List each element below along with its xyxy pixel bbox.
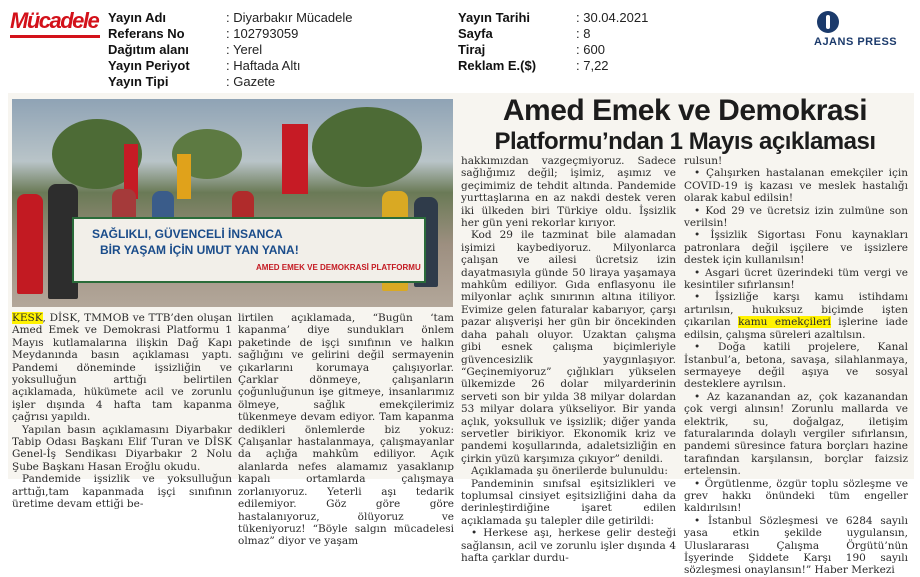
clipping-header [0, 0, 920, 92]
paragraph: hakkımızdan vazgeçmiyoruz. Sadece sağlığımız değil; işimiz, aşımız ve geçimimiz de tehdit altında. Pandemide yurttaşlarına en az nakdi destek veren iki ülkeden biri Türkiye oldu. İşsizlik her gün yeni rekorlar kırıyor. [461, 155, 676, 230]
meta-value: : Haftada Altı [226, 58, 301, 73]
article-clipping [8, 93, 914, 577]
person [152, 191, 174, 219]
meta-value: : 102793059 [226, 26, 299, 41]
banner-line-1: SAĞLIKLI, GÜVENCELİ İNSANCA [92, 227, 283, 241]
article-column-4 [684, 155, 908, 577]
article-photo [12, 99, 453, 307]
meta-label: Yayın Periyot [108, 58, 190, 73]
paragraph: Açıklamada şu önerilerde bulunuldu: [471, 465, 668, 478]
person [112, 189, 136, 219]
banner-line-2: BİR YAŞAM İÇİN UMUT YAN YANA! [100, 243, 299, 257]
meta-value: : 8 [576, 26, 591, 41]
tree-shape [312, 107, 422, 187]
paragraph: KESK, DİSK, TMMOB ve TTB’den oluşan Amed Emek ve Demokrasi Platformu 1 Mayıs kutlamalarına ilişkin Dağ Kapı Meydanında basın açıklaması yaptı. Pandemi döneminde işsizliğin ve yoksulluğun arttığı belirtilen açıklamada, hükümete acil ve zorunlu işler dışında 4 hafta tam kapanma çağrısı yapıldı. [12, 312, 232, 424]
agency-name: AJANS PRESS [814, 36, 898, 48]
meta-value: : Gazete [226, 74, 276, 89]
paragraph: Yapılan basın açıklamasını Diyarbakır Tabip Odası Başkanı Elif Turan ve DİSK Genel-İş Sendikası Diyarbakır 2 Nolu Şube Başkanı Hasan Eroğlu okudu. [12, 423, 232, 473]
meta-value: : 7,22 [576, 58, 609, 73]
paragraph: • Çalışırken hastalanan emekçiler için COVID-19 iş kazası ve meslek hastalığı olarak kabul edilsin! [684, 167, 908, 205]
paragraph: • Az kazanandan az, çok kazanandan çok vergi alınsın! Zorunlu mallarda ve elektrik, su, doğalgaz, iletişim faturalarında dolaylı vergiler sıfırlansın, pandemi süresince fatura borçları hazine tarafından karşılansın, borçlar faizsiz ertelensin. [684, 390, 908, 478]
meta-label: Yayın Adı [108, 10, 167, 25]
paragraph: Pandeminin sınıfsal eşitsizlikleri ve toplumsal cinsiyet eşitsizliğini daha da derinleştirdiğine işaret edilen açıklamada şu talepler dile getirildi: [461, 477, 676, 527]
paragraph: • İşsizlik Sigortası Fonu kaynakları patronlara değil işçilere ve işsizlere destek için kullanılsın! [684, 229, 908, 267]
article-headline [460, 95, 910, 157]
banner-line-3: AMED EMEK VE DEMOKRASİ PLATFORMU [256, 263, 421, 272]
meta-label: Yayın Tipi [108, 74, 169, 89]
meta-value: : 30.04.2021 [576, 10, 649, 25]
logo-strip [10, 35, 100, 38]
paragraph: • Örgütlenme, özgür toplu sözleşme ve grev hakkı önündeki tüm engeller kaldırılsın! [684, 477, 908, 515]
publication-logo [10, 8, 100, 38]
meta-label: Referans No [108, 26, 185, 41]
logo-text: Mücadele [10, 8, 99, 33]
agency-logo [812, 10, 912, 50]
headline-line-2: Platformu’ndan 1 Mayıs açıklaması [494, 128, 876, 155]
flag [282, 124, 308, 194]
paragraph: • Herkese aşı, herkese gelir desteği sağlansın, acil ve zorunlu işler dışında 4 hafta çarklar durdu- [461, 527, 676, 564]
paragraph: • Asgari ücret üzerindeki tüm vergi ve kesintiler sıfırlansın! [684, 266, 908, 292]
person [17, 194, 43, 294]
paragraph: • İstanbul Sözleşmesi ve 6284 sayılı yasa etkin şekilde uygulansın, Uluslararası Çalışma Örgütü’nün İşyerinde Şiddete Karşı 190 sayılı sözleşmesi onaylansın!” Haber Merkezi [684, 514, 908, 577]
paragraph: rulsun! [684, 155, 723, 167]
person [232, 191, 254, 219]
meta-value: : Yerel [226, 42, 263, 57]
meta-value: : 600 [576, 42, 605, 57]
paragraph: Kod 29 ile tazminat bile alamadan işimizi kaybediyoruz. Milyonlarca çalışan ve ailesi ücretsiz izin dayatmasıyla günde 50 liraya yaşamaya mahkûm ediliyor. Gıda enflasyonu ile milyonlar açlık sınırının altına itiliyor. Evimize gelen faturalar kabarıyor, çarşı pazar alışverişi her gün bir öncekinden daha pahalı oluyor. Uzaktan çalışma gibi esnek çalışma biçimleriyle güvencesizlik yaygınlaşıyor. “Geçinemiyoruz” çığlıkları yükselen ülkemizde 26 dolar milyarderinin serveti son bir yılda 38 milyar dolardan 53 milyar dolara yükseliyor. Bir yanda açlık, yoksulluk ve işsizlik; diğer yanda servetler birikiyor. Ekonomik kriz ve pandemi koşullarında, adaletsizliğin en çirkin yüzü karşımıza çıkıyor” denildi. [461, 229, 676, 465]
meta-label: Tiraj [458, 42, 486, 57]
paragraph: • Doğa katili projelere, Kanal İstanbul’a, betona, savaşa, silahlanmaya, sermayeye değil aşıya ve sosyal desteklere ayrılsın. [684, 341, 908, 391]
article-column-1 [12, 312, 232, 511]
headline-line-1: Amed Emek ve Demokrasi [502, 94, 868, 127]
paragraph: • İşsizliğe karşı kamu istihdamı artırılsın, hukuksuz biçimde işten çıkarılan kamu emekçileri işlerine iade edilsin, çalışma süreleri azaltılsın. [684, 291, 908, 341]
protest-banner [72, 217, 426, 283]
meta-label: Yayın Tarihi [458, 10, 531, 25]
highlight: kamu emekçileri [738, 316, 831, 329]
article-column-2 [238, 312, 454, 548]
meta-left [108, 10, 438, 90]
paragraph: lirtilen açıklamada, “Bugün ‘tam kapanma’ diye sundukları önlem paketinde de işçi sınıfının ve halkın sağlığını ve gelirini değil sermayenin çıkarlarını korumaya çalışıyorlar. Çarklar dönmeye, çalışanların çoğunluğunun işe gitmeye, insanlarımız ölmeye, sağlık emekçilerimiz tükenmeye devam ediyor. Tam kapanma dedikleri önlemlerde biz yokuz: Çalışanlar hastalanmaya, çalışmayanlar da açlığa mahkûm ediliyor. Açık alanlarda nefes alamamız yasaklanıp kapalı ortamlarda çalışmaya zorlanıyoruz. Yeterli aşı tedarik edilemiyor. Göz göre göre hastalanıyoruz, ölüyoruz ve tükeniyoruz! “Böyle salgın mücadelesi olmaz” diyor ve yaşam [238, 312, 454, 548]
article-column-3 [461, 155, 676, 564]
agency-icon [817, 11, 839, 33]
meta-right [458, 10, 708, 90]
meta-value: : Diyarbakır Mücadele [226, 10, 353, 25]
highlight: KESK [12, 312, 43, 324]
meta-label: Dağıtım alanı [108, 42, 189, 57]
meta-label: Sayfa [458, 26, 493, 41]
paragraph: • Kod 29 ve ücretsiz izin zulmüne son verilsin! [684, 204, 908, 230]
meta-label: Reklam E.($) [458, 58, 537, 73]
flag [177, 154, 191, 199]
paragraph: Pandemide işsizlik ve yoksulluğun arttığı,tam kapanmada işçi sınıfının üretime devam ettiği be- [12, 473, 232, 511]
